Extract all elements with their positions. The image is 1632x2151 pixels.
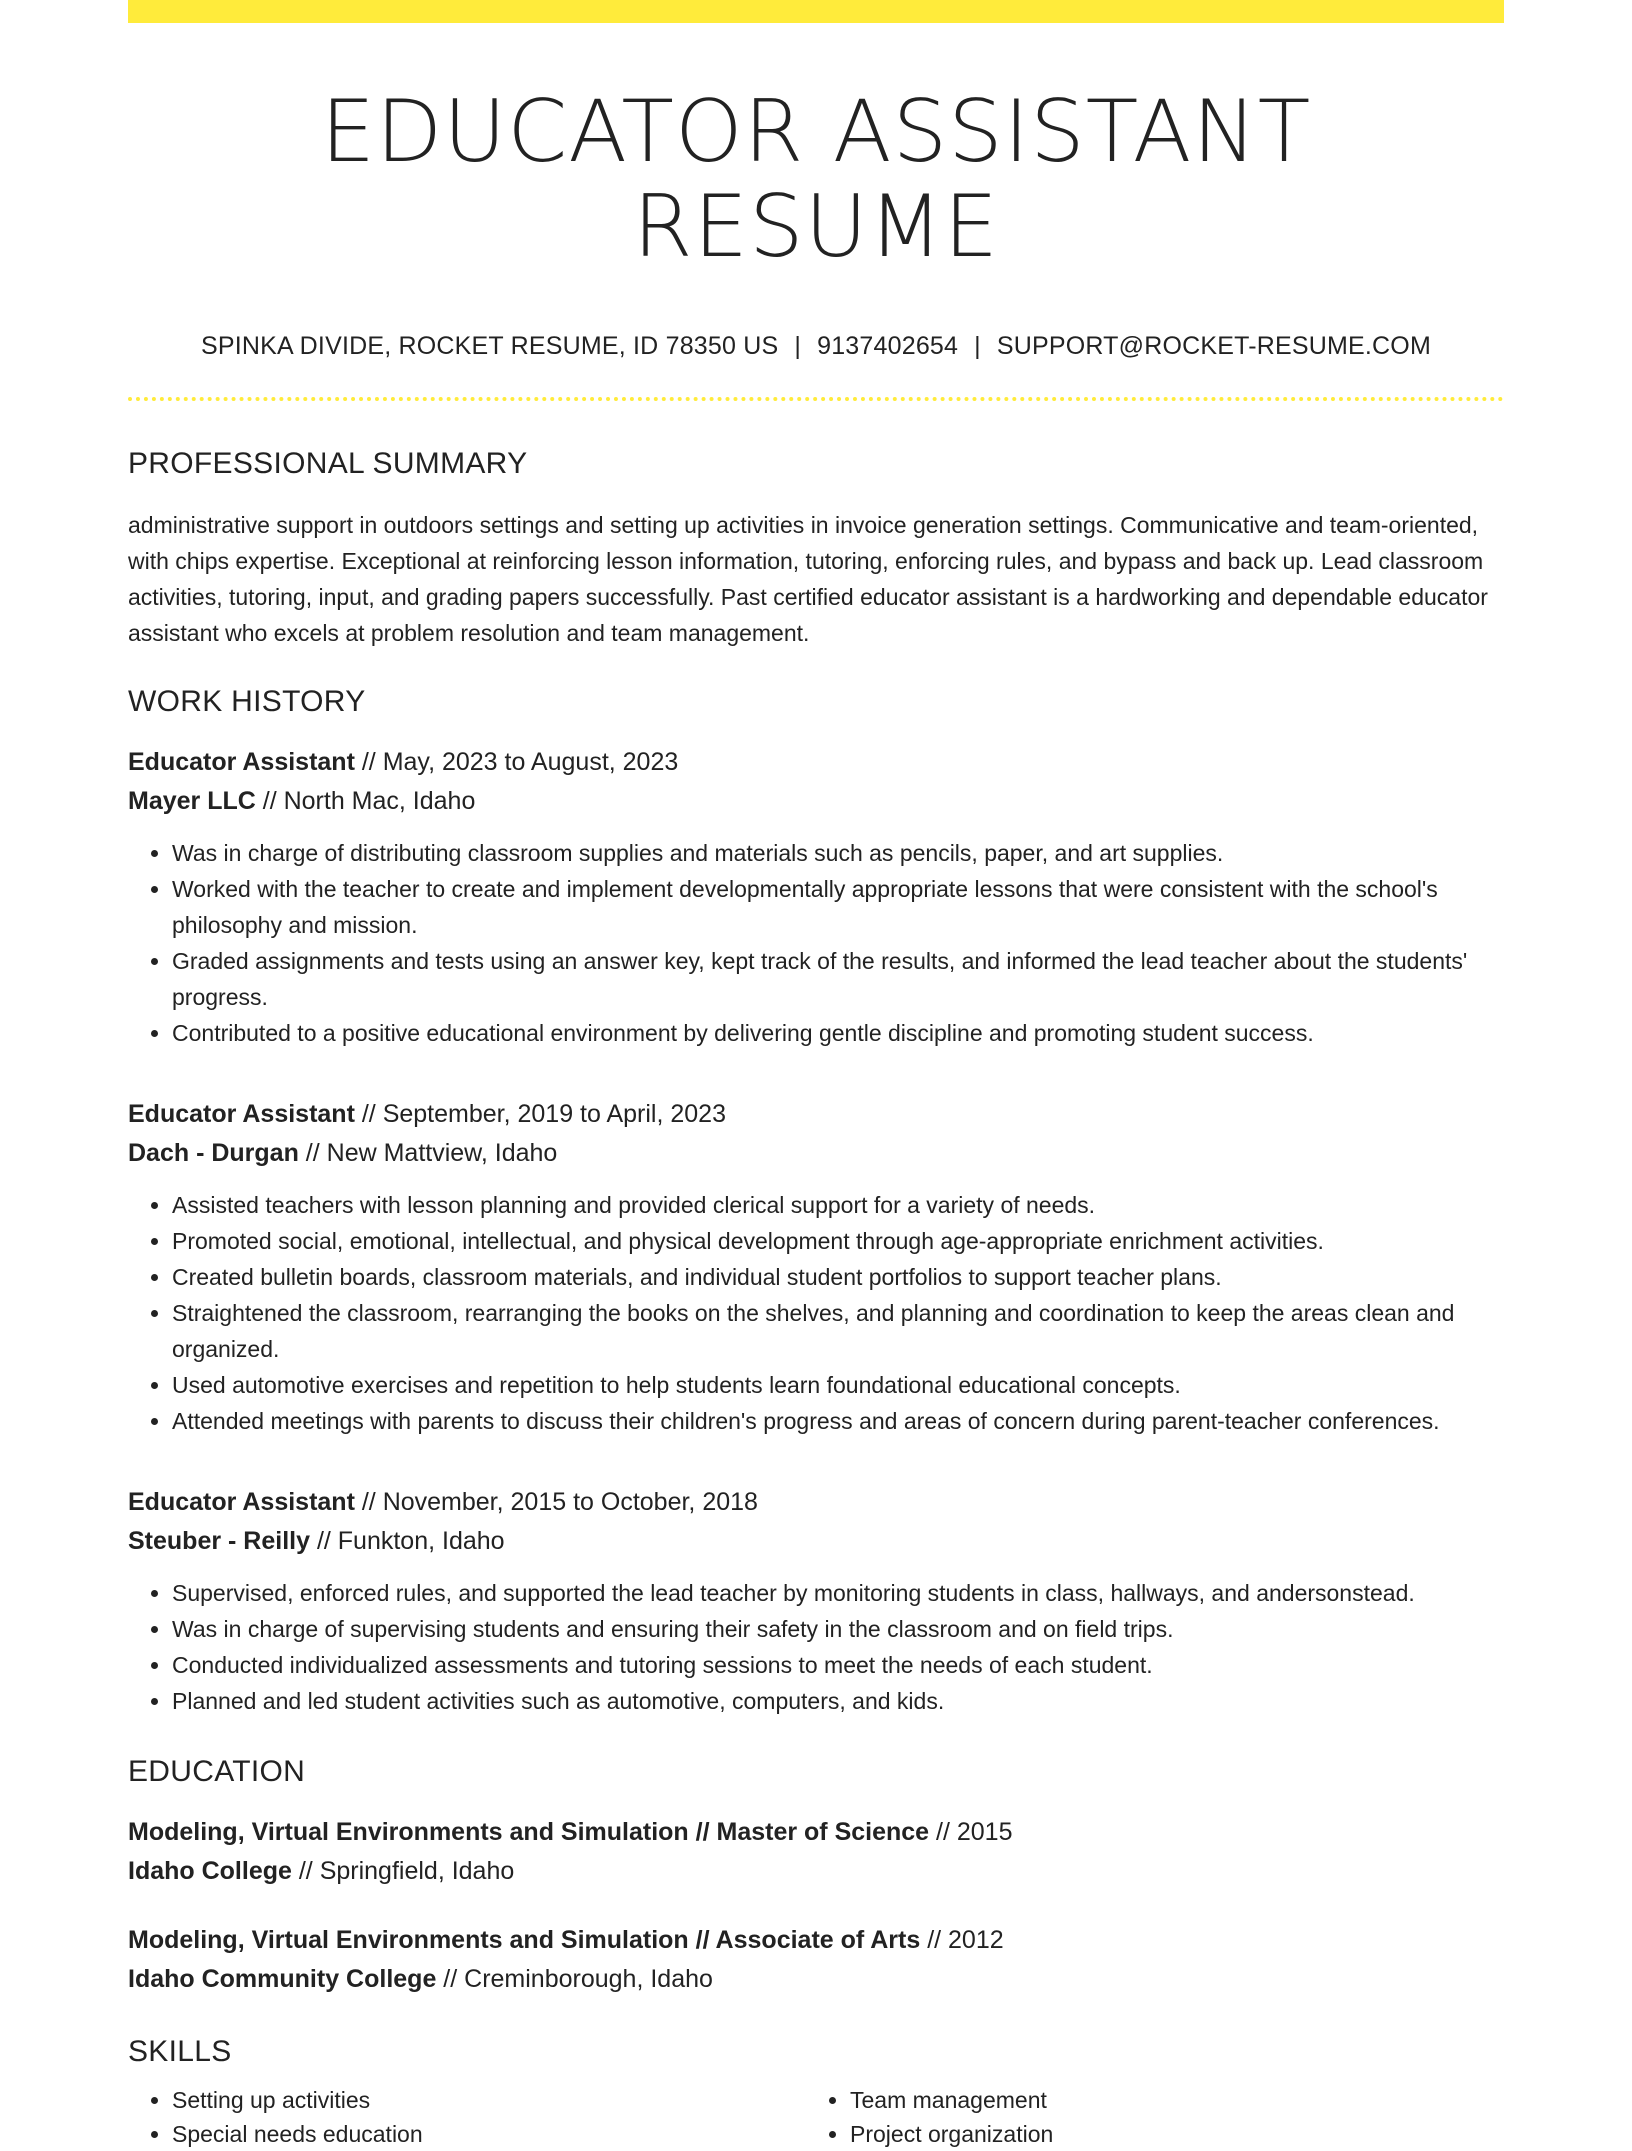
list-item: • Setting up activities [172,2083,806,2117]
list-item: • Attended meetings with parents to discuss their children's progress and areas of concern during parent-teacher conferences. [172,1403,1504,1439]
education-entry [128,1813,1504,1891]
job-company: Dach - Durgan [128,1139,299,1168]
job-location: // New Mattview, Idaho [298,1139,558,1168]
list-item: • Used automotive exercises and repetition to help students learn foundational educational concepts. [172,1367,1504,1403]
skills-list-right [806,2083,1484,2151]
list-item: • Planned and led student activities such as automotive, computers, and kids. [172,1683,1504,1719]
education-school: Idaho Community College [128,1965,437,1994]
contact-line [128,332,1504,361]
contact-phone: 9137402654 [817,332,959,361]
job-title-line [128,1095,1504,1134]
list-item: • Contributed to a positive educational environment by delivering gentle discipline and promoting student success. [172,1015,1504,1051]
education-location: // Creminborough, Idaho [436,1965,713,1994]
job-location: // Funkton, Idaho [310,1527,505,1556]
list-item: • Was in charge of supervising students and ensuring their safety in the classroom and on field trips. [172,1611,1504,1647]
section-heading-work: WORK HISTORY [128,685,366,719]
skills-columns [128,2083,1504,2151]
job-location: // North Mac, Idaho [255,787,476,816]
education-entry [128,1921,1504,1999]
skills-list-left [128,2083,806,2151]
job-title: Educator Assistant [128,1100,355,1129]
section-heading-education: EDUCATION [128,1755,306,1789]
job-company-line [128,1134,1504,1173]
education-location: // Springfield, Idaho [291,1857,515,1886]
job-dates: // May, 2023 to August, 2023 [354,748,679,777]
list-item: • Straightened the classroom, rearranging the books on the shelves, and planning and coordination to keep the areas clean and organized. [172,1295,1504,1367]
job-title-line [128,743,1504,782]
education-school: Idaho College [128,1857,292,1886]
job-entry [128,1483,1504,1719]
section-heading-summary: PROFESSIONAL SUMMARY [128,447,528,481]
list-item: • Team management [850,2083,1484,2117]
dotted-divider [128,397,1504,401]
list-item: • Was in charge of distributing classroom supplies and materials such as pencils, paper, and art supplies. [172,835,1504,871]
job-title-line [128,1483,1504,1522]
education-degree-line [128,1921,1504,1960]
list-item: • Worked with the teacher to create and implement developmentally appropriate lessons that were consistent with the school's philosophy and mission. [172,871,1504,943]
summary-text: administrative support in outdoors settings and setting up activities in invoice generation settings. Communicative and team-oriented, with chips expertise. Exceptional at reinforcing lesson information, tutoring, enforcing rules, and bypass and back up. Lead classroom activities, tutoring, input, and grading papers successfully. Past certified educator assistant is a hardworking and dependable educator assistant who excels at problem resolution and team management. [128,512,1488,647]
job-bullets [128,1187,1504,1439]
list-item: • Assisted teachers with lesson planning and provided clerical support for a variety of needs. [172,1187,1504,1223]
contact-email: SUPPORT@ROCKET-RESUME.COM [996,332,1431,361]
education-year: // 2015 [929,1818,1013,1847]
job-company: Mayer LLC [128,787,256,816]
job-dates: // November, 2015 to October, 2018 [354,1488,758,1517]
job-dates: // September, 2019 to April, 2023 [354,1100,726,1129]
list-item: • Supervised, enforced rules, and supported the lead teacher by monitoring students in class, hallways, and andersonstead. [172,1575,1504,1611]
education-school-line [128,1852,1504,1891]
job-company-line [128,1522,1504,1561]
job-entry [128,743,1504,1051]
job-company-line [128,782,1504,821]
job-title: Educator Assistant [128,1488,355,1517]
job-company: Steuber - Reilly [128,1527,310,1556]
education-degree-line [128,1813,1504,1852]
contact-separator: | [974,332,981,361]
list-item: • Promoted social, emotional, intellectual, and physical development through age-appropriate enrichment activities. [172,1223,1504,1259]
list-item: • Conducted individualized assessments and tutoring sessions to meet the needs of each student. [172,1647,1504,1683]
contact-separator: | [794,332,802,361]
list-item: • Project organization [850,2117,1484,2151]
accent-bar [128,0,1504,23]
resume-title: EDUCATOR ASSISTANT RESUME [320,82,1312,277]
job-bullets [128,835,1504,1051]
education-year: // 2012 [920,1926,1004,1955]
education-school-line [128,1960,1504,1999]
job-bullets [128,1575,1504,1719]
job-entry [128,1095,1504,1439]
list-item: • Created bulletin boards, classroom materials, and individual student portfolios to support teacher plans. [172,1259,1504,1295]
job-title: Educator Assistant [128,748,355,777]
contact-address: SPINKA DIVIDE, ROCKET RESUME, ID 78350 US [201,332,779,361]
education-degree: Modeling, Virtual Environments and Simulation // Master of Science [128,1818,930,1847]
section-heading-skills: SKILLS [128,2035,232,2069]
list-item: • Special needs education [172,2117,806,2151]
resume-page [128,0,1504,2151]
list-item: • Graded assignments and tests using an answer key, kept track of the results, and informed the lead teacher about the students' progress. [172,943,1504,1015]
education-degree: Modeling, Virtual Environments and Simulation // Associate of Arts [128,1926,921,1955]
